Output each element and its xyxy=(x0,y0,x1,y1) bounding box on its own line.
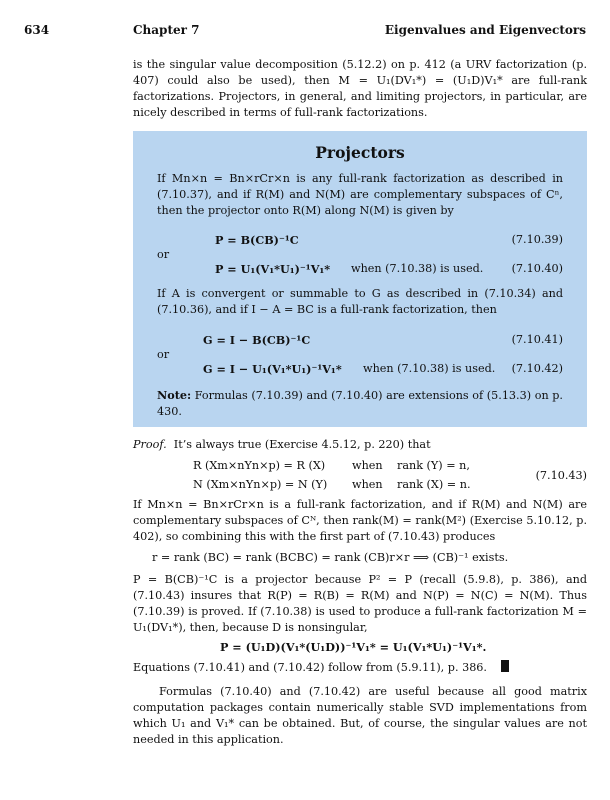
or-connector: or xyxy=(157,348,170,361)
equation-7-10-41: G = I − B(CB)⁻¹C (7.10.41) xyxy=(203,333,563,347)
or-connector: or xyxy=(157,248,170,261)
proof-eq-line-1: R (Xm×nYn×p) = R (X) xyxy=(193,459,326,472)
intro-paragraph: is the singular value decomposition (5.12.2) on p. 412 (a URV factorization (p. 407) could also be used), then M = U₁(DV₁*) = (U₁D)V₁* are full-rank factorizations. Projectors, in general, and limiting projectors, in particular, are nicely described in terms of full-rank factorizations. xyxy=(133,58,587,119)
proof-closing: Equations (7.10.41) and (7.10.42) follow from (5.9.11), p. 386. xyxy=(133,660,587,676)
proof-eq-cond-2: rank (X) = n. xyxy=(397,478,471,491)
box-title: Projectors xyxy=(315,143,405,162)
when-word: when xyxy=(352,459,383,472)
proof-eq-line-2: N (Xm×nYn×p) = N (Y) xyxy=(193,478,328,491)
equation-7-10-43-number: (7.10.43) xyxy=(535,469,587,482)
proof-label: Proof. xyxy=(133,438,167,451)
proof-eq-cond-1: rank (Y) = n, xyxy=(397,459,470,472)
equation-7-10-42: G = I − U₁(V₁*U₁)⁻¹V₁* when (7.10.38) is used. (7.10.42) xyxy=(203,362,563,376)
final-equation: P = (U₁D)(V₁*(U₁D))⁻¹V₁* = U₁(V₁*U₁)⁻¹V₁*. xyxy=(220,640,487,654)
box-para-2: If A is convergent or summable to G as described in (7.10.34) and (7.10.36), and if I − A = BC is a full-rank factorization, then xyxy=(157,287,563,316)
box-note: Note: Formulas (7.10.39) and (7.10.40) are extensions of (5.13.3) on p. 430. xyxy=(157,388,563,418)
running-header xyxy=(0,23,610,37)
proof-para-2: P = B(CB)⁻¹C is a projector because P² = P (recall (5.9.8), p. 386), and (7.10.43) insures that R(P) = R(B) = R(M) and N(P) = N(C) = N(M). Thus (7.10.39) is proved. If (7.10.38) is used to produce a full-rank factorization M = U₁(DV₁*), then, because D is nonsingular, xyxy=(133,573,587,634)
chapter-label: Chapter 7 xyxy=(133,23,200,37)
rank-equation: r = rank (BC) = rank (BCBC) = rank (CB)r×r ⟹ (CB)⁻¹ exists. xyxy=(152,551,509,564)
equation-7-10-39: P = B(CB)⁻¹C (7.10.39) xyxy=(215,233,563,247)
when-word: when xyxy=(352,478,383,491)
qed-square-icon xyxy=(501,660,509,672)
proof-intro: Proof. It’s always true (Exercise 4.5.12, p. 220) that xyxy=(133,438,431,451)
page-number: 634 xyxy=(24,23,50,37)
proof-para-1: If Mn×n = Bn×rCr×n is a full-rank factorization, and if R(M) and N(M) are complementary subspaces of Cᴺ, then rank(M) = rank(M²) (Exercise 5.10.12, p. 402), so combining this with the first part of (7.10.43) produces xyxy=(133,498,587,543)
equation-7-10-40: P = U₁(V₁*U₁)⁻¹V₁* when (7.10.38) is used. (7.10.40) xyxy=(215,262,563,276)
projectors-box xyxy=(133,131,587,427)
chapter-title: Eigenvalues and Eigenvectors xyxy=(384,23,586,37)
final-paragraph: Formulas (7.10.40) and (7.10.42) are useful because all good matrix computation packages contain numerically stable SVD implementations from which U₁ and V₁* can be obtained. But, of course, the singular values are not needed in this application. xyxy=(133,685,587,746)
box-para-1: If Mn×n = Bn×rCr×n is any full-rank factorization as described in (7.10.37), and if R(M) and N(M) are complementary subspaces of Cⁿ, then the projector onto R(M) along N(M) is given by xyxy=(157,172,563,217)
